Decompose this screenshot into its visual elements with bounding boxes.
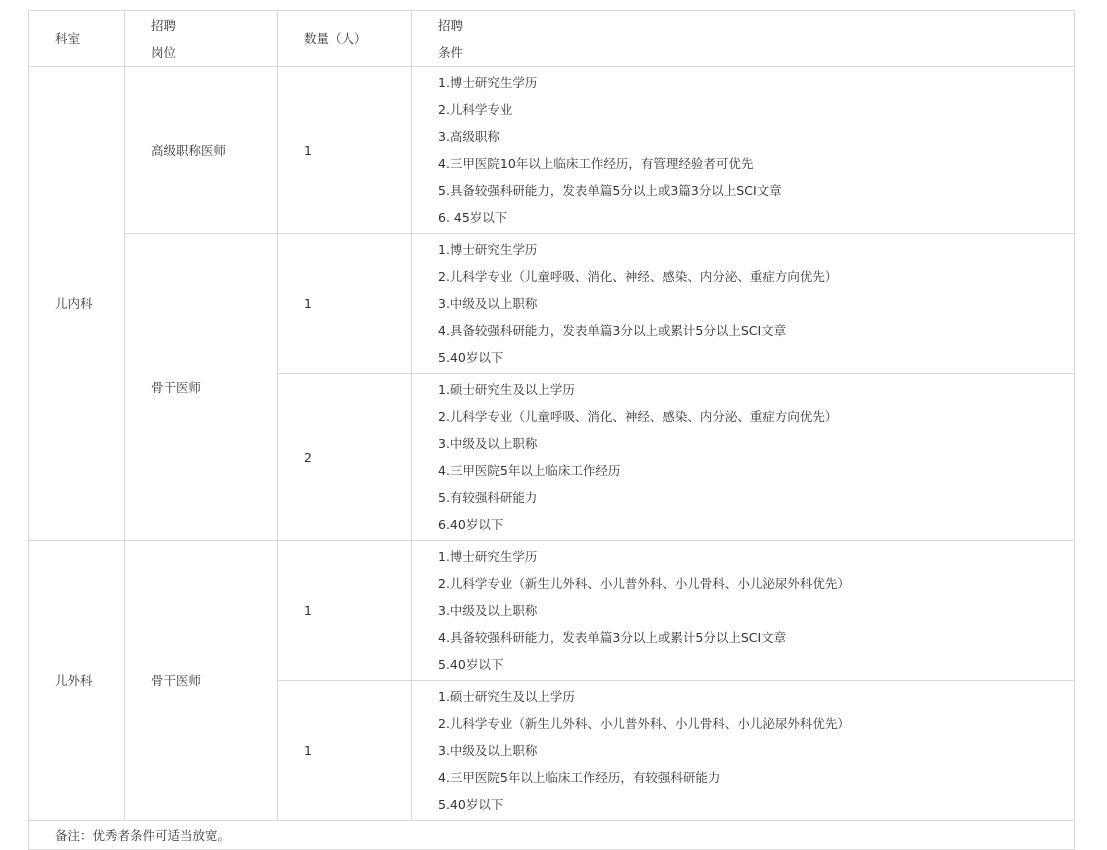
header-post-line-2: 岗位	[151, 44, 177, 60]
condition-line: 1.博士研究生学历	[438, 75, 538, 90]
count-cell	[278, 67, 412, 234]
table-row	[29, 234, 1075, 374]
header-post	[125, 11, 278, 67]
table-row	[29, 67, 1075, 234]
post-cell	[125, 234, 278, 541]
dept-cell	[29, 67, 125, 541]
conditions-cell	[412, 234, 1075, 374]
post-text: 高级职称医师	[151, 142, 227, 158]
note-row	[29, 821, 1075, 850]
condition-line: 3.中级及以上职称	[438, 743, 538, 758]
count-text: 2	[304, 449, 312, 465]
condition-line: 6.40岁以下	[438, 517, 504, 532]
recruitment-table	[28, 10, 1075, 850]
condition-line: 2.儿科学专业	[438, 102, 513, 117]
condition-line: 2.儿科学专业（新生儿外科、小儿普外科、小儿骨科、小儿泌尿外科优先）	[438, 576, 850, 591]
condition-line: 2.儿科学专业（新生儿外科、小儿普外科、小儿骨科、小儿泌尿外科优先）	[438, 716, 850, 731]
table-header-row	[29, 11, 1075, 67]
conditions-cell	[412, 374, 1075, 541]
count-text: 1	[304, 142, 312, 158]
condition-line: 3.中级及以上职称	[438, 296, 538, 311]
header-count-text: 数量（人）	[304, 31, 367, 46]
header-conditions	[412, 11, 1075, 67]
condition-line: 4.三甲医院10年以上临床工作经历，有管理经验者可优先	[438, 156, 754, 171]
dept-text: 儿内科	[55, 296, 93, 311]
note-cell	[29, 821, 1075, 850]
dept-text: 儿外科	[55, 673, 93, 688]
condition-line: 2.儿科学专业（儿童呼吸、消化、神经、感染、内分泌、重症方向优先）	[438, 409, 838, 424]
header-post-line-1: 招聘	[151, 17, 177, 33]
condition-line: 6. 45岁以下	[438, 210, 508, 225]
condition-line: 3.高级职称	[438, 129, 500, 144]
conditions-cell	[412, 681, 1075, 821]
condition-line: 5.40岁以下	[438, 350, 504, 365]
condition-line: 4.具备较强科研能力，发表单篇3分以上或累计5分以上SCI文章	[438, 323, 787, 338]
header-dept-text: 科室	[55, 31, 81, 46]
post-text: 骨干医师	[151, 673, 202, 688]
condition-line: 3.中级及以上职称	[438, 436, 538, 451]
table-row	[29, 541, 1075, 681]
count-text: 1	[304, 296, 312, 311]
recruitment-table-wrapper	[28, 10, 1075, 850]
count-text: 1	[304, 743, 312, 758]
post-text: 骨干医师	[151, 379, 202, 395]
condition-line: 5.40岁以下	[438, 797, 504, 812]
count-text: 1	[304, 603, 312, 618]
post-cell	[125, 541, 278, 821]
dept-cell	[29, 541, 125, 821]
header-count	[278, 11, 412, 67]
condition-line: 1.博士研究生学历	[438, 242, 538, 257]
condition-line: 2.儿科学专业（儿童呼吸、消化、神经、感染、内分泌、重症方向优先）	[438, 269, 838, 284]
condition-line: 1.硕士研究生及以上学历	[438, 382, 575, 397]
condition-line: 4.三甲医院5年以上临床工作经历，有较强科研能力	[438, 770, 721, 785]
condition-line: 4.三甲医院5年以上临床工作经历	[438, 463, 621, 478]
condition-line: 1.博士研究生学历	[438, 549, 538, 564]
count-cell	[278, 234, 412, 374]
condition-line: 5.40岁以下	[438, 657, 504, 672]
conditions-cell	[412, 67, 1075, 234]
condition-line: 3.中级及以上职称	[438, 603, 538, 618]
header-cond-line-1: 招聘	[438, 17, 464, 33]
condition-line: 4.具备较强科研能力，发表单篇3分以上或累计5分以上SCI文章	[438, 630, 787, 645]
count-cell	[278, 374, 412, 541]
condition-line: 5.有较强科研能力	[438, 490, 538, 505]
conditions-cell	[412, 541, 1075, 681]
header-cond-line-2: 条件	[438, 44, 464, 60]
count-cell	[278, 541, 412, 681]
post-cell	[125, 67, 278, 234]
header-dept	[29, 11, 125, 67]
condition-line: 1.硕士研究生及以上学历	[438, 689, 575, 704]
condition-line: 5.具备较强科研能力，发表单篇5分以上或3篇3分以上SCI文章	[438, 183, 782, 198]
note-text: 备注：优秀者条件可适当放宽。	[55, 827, 231, 843]
count-cell	[278, 681, 412, 821]
